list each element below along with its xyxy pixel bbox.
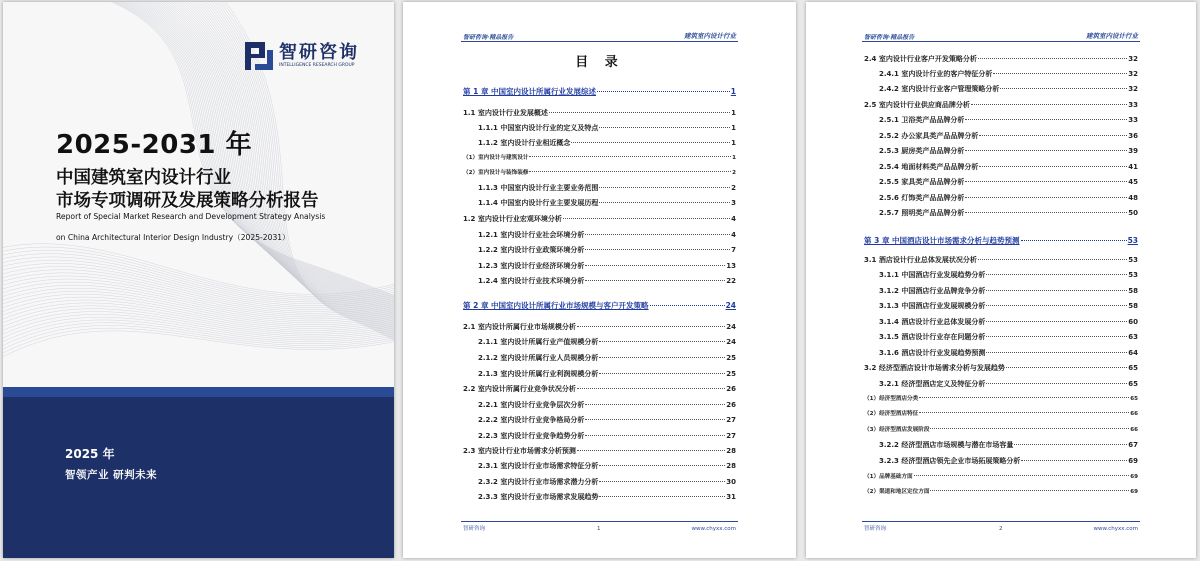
toc-page-1 [403, 2, 796, 558]
toc-entry[interactable] [864, 456, 1138, 468]
toc-entry-page: 48 [1128, 194, 1138, 202]
dot-leader [529, 171, 731, 172]
toc-entry-title: 2.5.5 家具类产品品牌分析 [879, 178, 965, 186]
toc-entry-page: 24 [726, 323, 736, 331]
dot-leader [965, 181, 1127, 182]
toc-entry[interactable] [463, 446, 736, 458]
toc-entry-page: 65 [1128, 380, 1138, 388]
toc-entry[interactable] [463, 415, 736, 427]
toc-entry[interactable] [463, 183, 736, 195]
footer-rule [461, 521, 738, 522]
toc-entry-title: 2.4.1 室内设计行业的客户特征分析 [879, 70, 993, 78]
toc-entry-page: 24 [725, 301, 736, 310]
toc-entry-page: 65 [1130, 396, 1138, 402]
toc-entry-title: 3.2.2 经济型酒店市场规模与潜在市场容量 [879, 441, 1014, 449]
cover-footer-band [3, 397, 394, 558]
toc-entry-title: 3.2 经济型酒店设计市场需求分析与发展趋势 [864, 364, 1005, 372]
dot-leader [914, 475, 1130, 476]
toc-entry-page: 32 [1128, 70, 1138, 78]
cover-slogan: 智领产业 研判未来 [65, 469, 158, 481]
footer-brand: 智研咨询 [864, 526, 887, 532]
dot-leader [979, 135, 1127, 136]
cover-year: 2025 年 [65, 447, 115, 461]
dot-leader [993, 73, 1127, 74]
toc-entry-title: 2.5.4 地面材料类产品品牌分析 [879, 163, 979, 171]
toc-entry[interactable] [864, 363, 1138, 375]
toc-entry-title: 3.1.1 中国酒店行业发展趋势分析 [879, 271, 986, 279]
toc-entry[interactable] [463, 431, 736, 443]
toc-entry-title: （3）经济型酒店发展阶段 [864, 427, 930, 433]
toc-chapter-entry[interactable] [463, 86, 736, 98]
dot-leader [585, 234, 730, 235]
toc-entry-page: 33 [1128, 101, 1138, 109]
toc-entry[interactable] [463, 168, 736, 180]
toc-page-2 [806, 2, 1196, 558]
dot-leader [599, 496, 725, 497]
dot-leader [965, 212, 1127, 213]
page-number: 1 [597, 526, 601, 532]
toc-entry[interactable] [864, 162, 1138, 174]
dot-leader [585, 265, 725, 266]
toc-entry-page: 58 [1128, 302, 1138, 310]
cover-page [3, 2, 394, 558]
toc-entry-page: 4 [731, 231, 736, 239]
toc-entry[interactable] [864, 115, 1138, 127]
toc-entry[interactable] [463, 369, 736, 381]
company-logo [243, 40, 359, 72]
dot-leader [585, 249, 730, 250]
cover-title-line2: 市场专项调研及发展策略分析报告 [56, 191, 319, 211]
toc-entry-page: 69 [1130, 489, 1138, 495]
toc-entry-page: 66 [1130, 411, 1138, 417]
toc-entry[interactable] [864, 270, 1138, 282]
toc-entry[interactable] [463, 138, 736, 150]
logo-name: 智研咨询 [279, 42, 359, 63]
toc-entry-page: 66 [1130, 427, 1138, 433]
toc-entry-page: 25 [726, 354, 736, 362]
toc-entry-title: 3.2.3 经济型酒店领先企业市场拓展策略分析 [879, 457, 1021, 465]
dot-leader [930, 490, 1129, 491]
toc-entry[interactable] [864, 131, 1138, 143]
toc-entry-page: 64 [1128, 349, 1138, 357]
toc-entry[interactable] [864, 69, 1138, 81]
toc-entry-page: 1 [731, 124, 736, 132]
dot-leader [1014, 444, 1127, 445]
dot-leader [1021, 240, 1127, 241]
toc-list [463, 86, 736, 516]
toc-entry-title: 2.3.2 室内设计行业市场需求潜力分析 [478, 478, 599, 486]
page-header-right: 建筑室内设计行业 [1086, 32, 1138, 40]
toc-entry-page: 30 [726, 478, 736, 486]
toc-entry-title: 第 3 章 中国酒店设计市场需求分析与趋势预测 [864, 236, 1020, 245]
cover-english-title-line2: on China Architectural Interior Design Industry（2025-2031） [56, 233, 290, 242]
toc-entry-title: （1）室内设计与建筑设计 [463, 155, 529, 161]
page-header-left: 智研咨询·精品报告 [463, 34, 514, 41]
dot-leader [585, 404, 725, 405]
dot-leader [571, 142, 730, 143]
dot-leader [549, 112, 730, 113]
toc-entry-page: 2 [731, 184, 736, 192]
toc-entry[interactable] [463, 108, 736, 120]
toc-entry-title: （2）渠道和地区定位方面 [864, 489, 930, 495]
toc-entry[interactable] [463, 214, 736, 226]
toc-entry-title: （2）室内设计与装饰装修 [463, 170, 529, 176]
toc-entry-page: 1 [731, 139, 736, 147]
dot-leader [563, 218, 730, 219]
toc-entry[interactable] [864, 472, 1138, 484]
toc-entry-title: 2.1.1 室内设计所属行业产值规模分析 [478, 338, 599, 346]
header-rule [461, 41, 738, 42]
toc-entry[interactable] [463, 477, 736, 489]
toc-entry-page: 25 [726, 370, 736, 378]
toc-entry[interactable] [463, 245, 736, 257]
toc-entry-title: 2.1 室内设计所属行业市场规模分析 [463, 323, 576, 331]
dot-leader [585, 419, 725, 420]
toc-entry-title: 第 2 章 中国室内设计所属行业市场规模与客户开发策略 [463, 301, 649, 310]
footer-rule [862, 521, 1140, 522]
toc-entry[interactable] [864, 394, 1138, 406]
toc-entry-title: 2.3 室内设计行业市场需求分析预测 [463, 447, 576, 455]
dot-leader [597, 91, 730, 92]
toc-entry-title: 2.4.2 室内设计行业客户管理策略分析 [879, 85, 1000, 93]
toc-list [864, 54, 1138, 514]
dot-leader [1000, 88, 1127, 89]
toc-entry-title: 1.2.3 室内设计行业经济环境分析 [478, 262, 585, 270]
toc-entry-page: 26 [726, 401, 736, 409]
cover-english-title-line1: Report of Special Market Research and Development Strategy Analysis [56, 212, 326, 221]
footer-brand: 智研咨询 [463, 526, 486, 532]
toc-entry[interactable] [864, 348, 1138, 360]
toc-entry-page: 4 [731, 215, 736, 223]
dot-leader [979, 166, 1127, 167]
toc-entry[interactable] [864, 440, 1138, 452]
dot-leader [986, 336, 1127, 337]
toc-entry-page: 32 [1128, 55, 1138, 63]
toc-entry-page: 58 [1128, 287, 1138, 295]
toc-entry-title: 3.1.6 酒店设计行业发展趋势预测 [879, 349, 986, 357]
toc-entry-page: 26 [726, 385, 736, 393]
toc-entry-title: 1.1.4 中国室内设计行业主要发展历程 [478, 199, 599, 207]
toc-entry-title: 2.5.7 照明类产品品牌分析 [879, 209, 965, 217]
toc-entry-page: 63 [1128, 333, 1138, 341]
toc-entry-title: 3.1.2 中国酒店行业品牌竞争分析 [879, 287, 986, 295]
toc-entry[interactable] [864, 146, 1138, 158]
toc-chapter-entry[interactable] [864, 235, 1138, 247]
toc-entry-page: 69 [1130, 474, 1138, 480]
cover-year-range: 2025-2031 年 [56, 130, 253, 160]
dot-leader [1006, 367, 1127, 368]
dot-leader [971, 104, 1127, 105]
dot-leader [1021, 460, 1127, 461]
toc-entry[interactable] [463, 153, 736, 165]
toc-entry-title: 2.2.1 室内设计行业竞争层次分析 [478, 401, 585, 409]
toc-entry-title: 1.2.4 室内设计行业技术环境分析 [478, 277, 585, 285]
dot-leader [986, 290, 1127, 291]
toc-entry[interactable] [463, 261, 736, 273]
toc-entry-page: 67 [1128, 441, 1138, 449]
dot-leader [919, 412, 1129, 413]
toc-entry-title: 3.2.1 经济型酒店定义及特征分析 [879, 380, 986, 388]
footer-website: www.chyxx.com [691, 526, 736, 532]
toc-entry-title: 1.1.3 中国室内设计行业主要业务范围 [478, 184, 599, 192]
toc-entry-page: 27 [726, 416, 736, 424]
toc-entry-title: 1.1.2 室内设计行业相近概念 [478, 139, 571, 147]
toc-entry[interactable] [463, 353, 736, 365]
toc-entry[interactable] [864, 100, 1138, 112]
footer-website: www.chyxx.com [1093, 526, 1138, 532]
toc-entry[interactable] [864, 301, 1138, 313]
toc-entry-page: 22 [726, 277, 736, 285]
toc-entry-page: 39 [1128, 147, 1138, 155]
toc-entry[interactable] [463, 492, 736, 504]
dot-leader [986, 383, 1127, 384]
toc-entry-page: 3 [731, 199, 736, 207]
dot-leader [978, 58, 1127, 59]
toc-entry-title: （2）经济型酒店特征 [864, 411, 919, 417]
toc-entry[interactable] [864, 255, 1138, 267]
toc-entry-title: 1.2.1 室内设计行业社会环境分析 [478, 231, 585, 239]
dot-leader [599, 187, 730, 188]
toc-entry-title: 第 1 章 中国室内设计所属行业发展综述 [463, 87, 597, 96]
toc-entry-title: 2.5.1 卫浴类产品品牌分析 [879, 116, 965, 124]
toc-entry-title: （1）经济型酒店分类 [864, 396, 919, 402]
toc-entry-title: 1.1.1 中国室内设计行业的定义及特点 [478, 124, 599, 132]
toc-entry-page: 69 [1128, 457, 1138, 465]
page-number: 2 [999, 526, 1003, 532]
cover-stripe [3, 387, 394, 397]
toc-entry-page: 31 [726, 493, 736, 501]
toc-entry-page: 60 [1128, 318, 1138, 326]
toc-entry[interactable] [864, 286, 1138, 298]
toc-entry[interactable] [864, 425, 1138, 437]
dot-leader [978, 259, 1127, 260]
toc-entry-title: 2.1.2 室内设计所属行业人员规模分析 [478, 354, 599, 362]
dot-leader [919, 397, 1129, 398]
toc-entry[interactable] [463, 276, 736, 288]
toc-entry-page: 53 [1127, 236, 1138, 245]
toc-entry[interactable] [864, 84, 1138, 96]
toc-entry-title: 2.5 室内设计行业供应商品牌分析 [864, 101, 970, 109]
dot-leader [599, 465, 725, 466]
logo-icon [243, 40, 275, 72]
toc-entry[interactable] [864, 208, 1138, 220]
dot-leader [986, 274, 1127, 275]
dot-leader [585, 435, 725, 436]
toc-entry-title: 2.5.2 办公家具类产品品牌分析 [879, 132, 979, 140]
toc-entry-page: 28 [726, 447, 736, 455]
dot-leader [599, 341, 725, 342]
dot-leader [930, 428, 1129, 429]
toc-entry-title: 2.5.6 灯饰类产品品牌分析 [879, 194, 965, 202]
toc-title: 目 录 [575, 55, 624, 70]
dot-leader [599, 202, 730, 203]
toc-entry-title: 3.1.4 酒店设计行业总体发展分析 [879, 318, 986, 326]
dot-leader [599, 357, 725, 358]
toc-entry-title: 3.1 酒店设计行业总体发展状况分析 [864, 256, 977, 264]
toc-entry-page: 1 [731, 109, 736, 117]
toc-entry-title: 2.4 室内设计行业客户开发策略分析 [864, 55, 977, 63]
dot-leader [577, 388, 725, 389]
toc-entry[interactable] [864, 379, 1138, 391]
toc-entry-title: 3.1.3 中国酒店行业发展规模分析 [879, 302, 986, 310]
toc-entry-page: 53 [1128, 271, 1138, 279]
dot-leader [965, 197, 1127, 198]
toc-entry-title: 3.1.5 酒店设计行业存在问题分析 [879, 333, 986, 341]
toc-entry[interactable] [864, 317, 1138, 329]
dot-leader [529, 156, 731, 157]
dot-leader [650, 305, 725, 306]
toc-entry-title: 1.2 室内设计行业宏观环境分析 [463, 215, 562, 223]
toc-entry[interactable] [463, 384, 736, 396]
cover-title-line1: 中国建筑室内设计行业 [56, 168, 231, 188]
toc-entry[interactable] [463, 337, 736, 349]
dot-leader [585, 280, 725, 281]
dot-leader [965, 119, 1127, 120]
toc-entry-page: 7 [731, 246, 736, 254]
toc-entry-title: 1.2.2 室内设计行业政策环境分析 [478, 246, 585, 254]
dot-leader [965, 150, 1127, 151]
page-header-left: 智研咨询·精品报告 [864, 34, 915, 41]
toc-entry-page: 65 [1128, 364, 1138, 372]
toc-entry-page: 50 [1128, 209, 1138, 217]
toc-entry-title: 2.3.1 室内设计行业市场需求特征分析 [478, 462, 599, 470]
toc-entry[interactable] [463, 461, 736, 473]
dot-leader [599, 127, 730, 128]
dot-leader [577, 326, 725, 327]
toc-entry[interactable] [864, 54, 1138, 66]
toc-entry-page: 2 [732, 170, 736, 176]
dot-leader [599, 481, 725, 482]
toc-entry[interactable] [463, 198, 736, 210]
toc-entry-title: （1）品牌基础方面 [864, 474, 913, 480]
toc-entry-title: 2.2 室内设计所属行业竞争状况分析 [463, 385, 576, 393]
toc-entry[interactable] [864, 487, 1138, 499]
toc-entry[interactable] [463, 322, 736, 334]
toc-entry-page: 36 [1128, 132, 1138, 140]
toc-entry-title: 2.3.3 室内设计行业市场需求发展趋势 [478, 493, 599, 501]
dot-leader [986, 305, 1127, 306]
page-header-right: 建筑室内设计行业 [684, 32, 736, 40]
toc-entry[interactable] [463, 230, 736, 242]
toc-entry-page: 33 [1128, 116, 1138, 124]
toc-entry-page: 53 [1128, 256, 1138, 264]
toc-entry[interactable] [864, 332, 1138, 344]
header-rule [862, 41, 1140, 42]
toc-entry-page: 1 [732, 155, 736, 161]
dot-leader [986, 321, 1127, 322]
toc-entry-title: 2.2.2 室内设计行业竞争格局分析 [478, 416, 585, 424]
toc-entry-page: 1 [730, 87, 736, 96]
toc-entry-title: 1.1 室内设计行业发展概述 [463, 109, 548, 117]
dot-leader [599, 373, 725, 374]
toc-entry-page: 28 [726, 462, 736, 470]
dot-leader [577, 450, 725, 451]
toc-entry-title: 2.2.3 室内设计行业竞争趋势分析 [478, 432, 585, 440]
toc-entry[interactable] [864, 409, 1138, 421]
toc-entry-page: 41 [1128, 163, 1138, 171]
logo-subtitle: INTELLIGENCE RESEARCH GROUP [279, 63, 355, 68]
toc-entry-page: 32 [1128, 85, 1138, 93]
toc-entry-title: 2.5.3 厨房类产品品牌分析 [879, 147, 965, 155]
toc-chapter-entry[interactable] [463, 300, 736, 312]
toc-entry[interactable] [463, 123, 736, 135]
dot-leader [986, 352, 1127, 353]
toc-entry-page: 24 [726, 338, 736, 346]
toc-entry[interactable] [864, 193, 1138, 205]
toc-entry-page: 13 [726, 262, 736, 270]
toc-entry[interactable] [463, 400, 736, 412]
toc-entry-title: 2.1.3 室内设计所属行业利润规模分析 [478, 370, 599, 378]
toc-entry-page: 27 [726, 432, 736, 440]
toc-entry[interactable] [864, 177, 1138, 189]
toc-entry-page: 45 [1128, 178, 1138, 186]
